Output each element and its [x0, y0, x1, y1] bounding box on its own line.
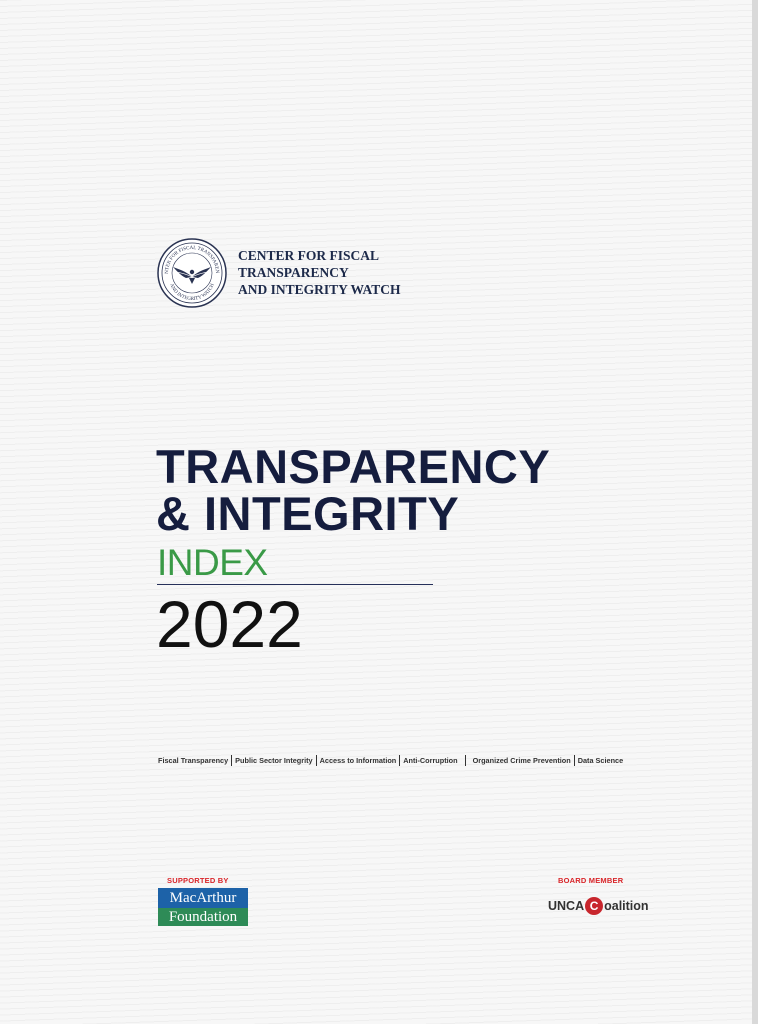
- unca-coalition-logo: [548, 894, 649, 918]
- report-year: 2022: [156, 587, 303, 661]
- seal-text-bottom: AND INTEGRITY WATCH: [168, 283, 216, 303]
- unca-logo-c: C: [585, 897, 603, 915]
- topic-separator: [316, 755, 317, 766]
- macarthur-logo: [158, 888, 248, 926]
- topics-list: [158, 755, 623, 766]
- org-name-line-3: AND INTEGRITY WATCH: [238, 282, 401, 297]
- seal-text-top: NTER FOR FISCAL TRANSPAREN: [164, 245, 220, 274]
- topic-item: Access to Information: [319, 756, 397, 765]
- index-label: INDEX: [157, 542, 268, 583]
- board-member-label: BOARD MEMBER: [558, 876, 624, 885]
- topic-item: Data Science: [577, 756, 624, 765]
- supported-by-label: SUPPORTED BY: [167, 876, 229, 885]
- eagle-seal-icon: [156, 237, 228, 309]
- topic-separator: [574, 755, 575, 766]
- page-edge: [752, 0, 758, 1024]
- topic-separator: [465, 755, 466, 766]
- topic-item: Anti-Corruption: [403, 756, 458, 765]
- title-divider: [157, 584, 433, 585]
- unca-logo-suffix: oalition: [604, 899, 649, 913]
- macarthur-logo-line-1: MacArthur: [169, 890, 237, 906]
- topic-item: Fiscal Transparency: [158, 756, 229, 765]
- org-name: [238, 247, 401, 298]
- topic-separator: [399, 755, 400, 766]
- title-line-1: TRANSPARENCY: [156, 440, 551, 493]
- title-line-2: & INTEGRITY: [156, 487, 460, 540]
- macarthur-logo-line-2: Foundation: [158, 908, 248, 926]
- topic-item: Organized Crime Prevention: [472, 756, 571, 765]
- unca-logo-prefix: UNCA: [548, 899, 585, 913]
- org-name-line-1: CENTER FOR FISCAL: [238, 248, 380, 263]
- org-name-line-2: TRANSPARENCY: [238, 265, 349, 280]
- topic-item: Public Sector Integrity: [235, 756, 313, 765]
- topic-separator: [231, 755, 232, 766]
